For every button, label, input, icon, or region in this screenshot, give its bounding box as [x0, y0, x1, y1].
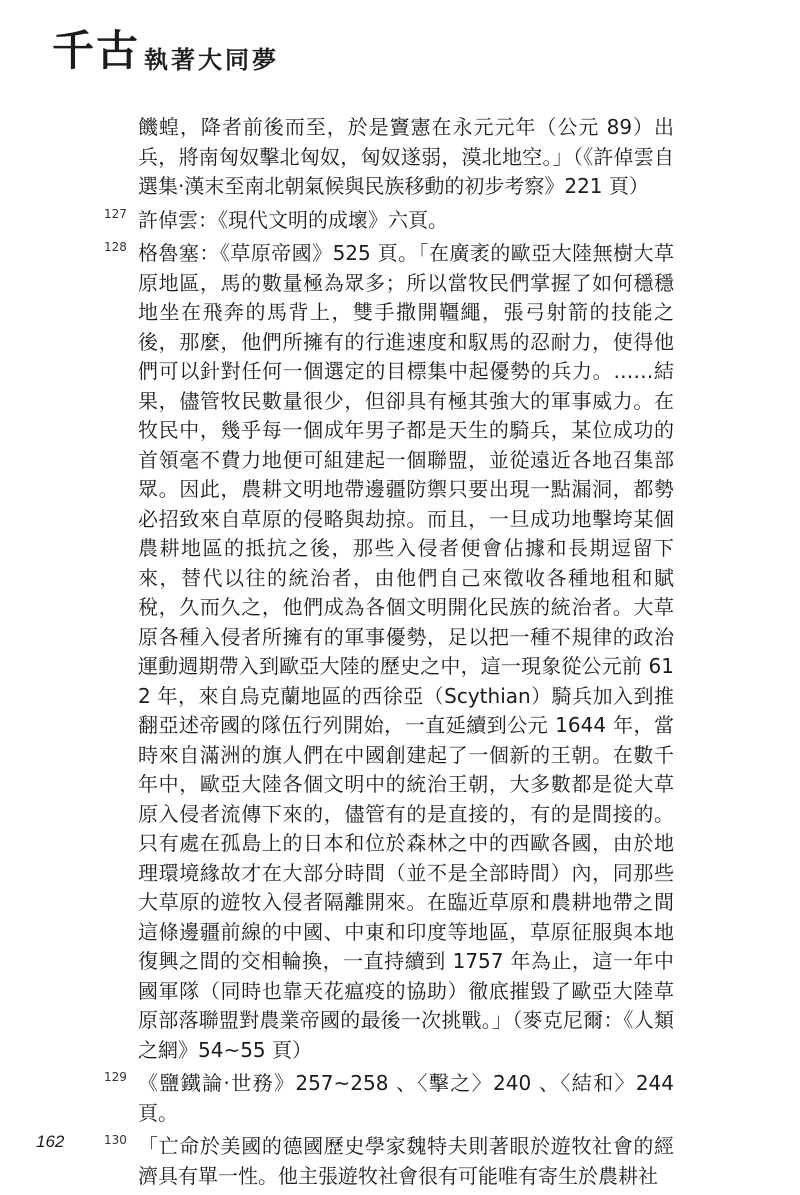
- footnote-129: [104, 1069, 674, 1128]
- footnote-text: 許倬雲：《現代文明的成壞》六頁。: [138, 207, 448, 232]
- running-header: [52, 26, 280, 75]
- footnote-number: 129: [104, 1070, 127, 1084]
- footnote-number: 127: [104, 206, 127, 221]
- footnote-text: 格魯塞：《草原帝國》525 頁。「在廣袤的歐亞大陸無樹大草原地區，馬的數量極為眾多；所以當牧民們掌握了如何穩穩地坐在飛奔的馬背上，雙手撒開韁繩，張弓射箭的技能之後，那麼，他們所擁有的行進速度和馭馬的忍耐力，使得他們可以針對任何一個選定的目標集中起優勢的兵力。……結果，儘管牧民數量很少，但卻具有極其強大的軍事威力。在牧民中，幾乎每一個成年男子都是天生的騎兵，某位成功的首領毫不費力地便可組建起一個聯盟，並從遠近各地召集部眾。因此，農耕文明地帶邊疆防禦只要出現一點漏洞，都勢必招致來自草原的侵略與劫掠。而且，一旦成功地擊垮某個農耕地區的抵抗之後，那些入侵者便會佔據和長期逗留下來，替代以往的統治者，由他們自己來徵收各種地租和賦稅，久而久之，他們成為各個文明開化民族的統治者。大草原各種入侵者所擁有的軍事優勢，足以把一種不規律的政治運動週期帶入到歐亞大陸的歷史之中，這一現象從公元前 612 年，來自烏克蘭地區的西徐亞（Scythian）騎兵加入到推翻亞述帝國的隊伍行列開始，一直延續到公元 1644 年，當時來自滿洲的旗人們在中國創建起了一個新的王朝。在數千年中，歐亞大陸各個文明中的統治王朝，大多數都是從大草原入侵者流傳下來的，儘管有的是直接的，有的是間接的。只有處在孤島上的日本和位於森林之中的西歐各國，由於地理環境緣故才在大部分時間（並不是全部時間）內，同那些大草原的遊牧入侵者隔離開來。在臨近草原和農耕地帶之間這條邊疆前線的中國、中東和印度等地區，草原征服與本地復興之間的交相輪換，一直持續到 1757 年為止，這一年中國軍隊（同時也靠天花瘟疫的協助）徹底摧毀了歐亞大陸草原部落聯盟對農業帝國的最後一次挑戰。」（麥克尼爾：《人類之網》54~55 頁）: [138, 241, 674, 1062]
- footnote-text: 饑蝗，降者前後而至，於是竇憲在永元元年（公元 89）出兵，將南匈奴擊北匈奴，匈奴遂弱，漠北地空。」（《許倬雲自選集‧漢末至南北朝氣候與民族移動的初步考察》221 頁）: [138, 115, 674, 198]
- footnote-number: 130: [104, 1133, 127, 1147]
- footnote-number: 128: [104, 240, 127, 254]
- footnote-128: [104, 239, 674, 1065]
- page-number: 162: [36, 1132, 65, 1151]
- footnote-130: [104, 1132, 674, 1191]
- header-title-big: 千古: [52, 26, 141, 75]
- footnote-127: [104, 206, 674, 236]
- footnotes-section: [104, 113, 674, 1195]
- header-title-small: 執著大同夢: [144, 45, 280, 74]
- footnote-continuation: [104, 113, 674, 202]
- footnote-text: 「亡命於美國的德國歷史學家魏特夫則著眼於遊牧社會的經濟具有單一性。他主張遊牧社會很有可能唯有寄生於農耕社: [138, 1134, 674, 1188]
- footnote-text: 《鹽鐵論‧世務》257~258 、〈擊之〉240 、〈結和〉244 頁。: [138, 1071, 674, 1125]
